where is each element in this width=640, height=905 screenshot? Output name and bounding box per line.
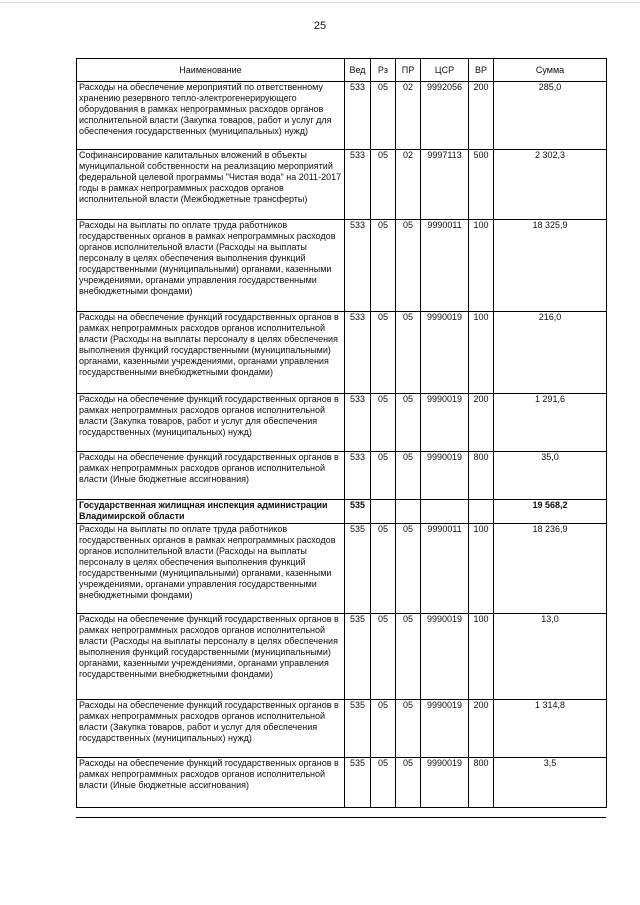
cell-pr: 05	[396, 700, 421, 758]
cell-name: Расходы на обеспечение функций государственных органов в рамках непрограммных расходов органов исполнительной власти (Расходы на выплаты персоналу в целях обеспечения выполнения функций государственными (муниципальными) органами, казенными учреждениями, органами управления государственными внебюджетными фондами)	[77, 312, 345, 394]
table-header-row	[77, 59, 607, 82]
cell-csr: 9992056	[421, 82, 469, 150]
cell-pr: 02	[396, 150, 421, 220]
cell-ved: 533	[345, 150, 371, 220]
cell-pr: 05	[396, 452, 421, 500]
cell-csr	[421, 500, 469, 524]
cell-rz: 05	[371, 150, 396, 220]
table-row	[77, 614, 607, 700]
cell-name: Расходы на обеспечение функций государственных органов в рамках непрограммных расходов органов исполнительной власти (Закупка товаров, работ и услуг для обеспечения государственных (муниципальных) нужд)	[77, 394, 345, 452]
cell-pr: 05	[396, 614, 421, 700]
cell-rz	[371, 500, 396, 524]
cell-pr	[396, 500, 421, 524]
table-row	[77, 394, 607, 452]
table-row	[77, 500, 607, 524]
cell-rz: 05	[371, 220, 396, 312]
cell-csr: 9990011	[421, 524, 469, 614]
cell-rz: 05	[371, 700, 396, 758]
table-row	[77, 758, 607, 808]
cell-pr: 05	[396, 220, 421, 312]
cell-ved: 535	[345, 614, 371, 700]
cell-ved: 535	[345, 700, 371, 758]
cell-name: Государственная жилищная инспекция администрации Владимирской области	[77, 500, 345, 524]
table-row	[77, 82, 607, 150]
cell-ved: 533	[345, 394, 371, 452]
cell-name: Расходы на выплаты по оплате труда работников государственных органов в рамках непрограммных расходов органов исполнительной власти (Расходы на выплаты персоналу в целях обеспечения выполнения функций государственными (муниципальными) органами, казенными учреждениями, органами управления государственными внебюджетными фондами)	[77, 220, 345, 312]
cell-name: Расходы на обеспечение функций государственных органов в рамках непрограммных расходов органов исполнительной власти (Иные бюджетные ассигнования)	[77, 452, 345, 500]
cell-csr: 9990019	[421, 312, 469, 394]
cell-csr: 9990019	[421, 394, 469, 452]
page-number: 25	[313, 20, 327, 32]
cell-sum: 216,0	[494, 312, 607, 394]
cell-vr: 100	[469, 614, 494, 700]
table-row	[77, 700, 607, 758]
cell-vr: 200	[469, 700, 494, 758]
cell-pr: 02	[396, 82, 421, 150]
cell-vr: 200	[469, 394, 494, 452]
cell-sum: 18 236,9	[494, 524, 607, 614]
table-row	[77, 150, 607, 220]
cell-sum: 13,0	[494, 614, 607, 700]
cell-vr: 100	[469, 312, 494, 394]
cell-pr: 05	[396, 524, 421, 614]
cell-csr: 9990011	[421, 220, 469, 312]
cell-csr: 9990019	[421, 700, 469, 758]
cell-name: Расходы на обеспечение мероприятий по ответственному хранению резервного тепло-электрогенерирующего оборудования в рамках непрограммных расходов органов исполнительной власти (Закупка товаров, работ и услуг для обеспечения государственных (муниципальных) нужд)	[77, 82, 345, 150]
cell-name: Расходы на обеспечение функций государственных органов в рамках непрограммных расходов органов исполнительной власти (Расходы на выплаты персоналу в целях обеспечения выполнения функций государственными (муниципальными) органами, казенными учреждениями, органами управления государственными внебюджетными фондами)	[77, 614, 345, 700]
cell-rz: 05	[371, 312, 396, 394]
cell-sum: 3,5	[494, 758, 607, 808]
table-bottom-rule	[76, 817, 606, 818]
cell-rz: 05	[371, 614, 396, 700]
cell-rz: 05	[371, 82, 396, 150]
cell-sum: 285,0	[494, 82, 607, 150]
cell-ved: 533	[345, 82, 371, 150]
cell-pr: 05	[396, 758, 421, 808]
cell-ved: 533	[345, 452, 371, 500]
table-row	[77, 452, 607, 500]
cell-name: Расходы на обеспечение функций государственных органов в рамках непрограммных расходов органов исполнительной власти (Иные бюджетные ассигнования)	[77, 758, 345, 808]
cell-name: Софинансирование капитальных вложений в объекты муниципальной собственности на реализацию мероприятий федеральной целевой программы "Чистая вода" на 2011-2017 годы в рамках непрограммных расходов органов исполнительной власти (Межбюджетные трансферты)	[77, 150, 345, 220]
cell-vr: 100	[469, 220, 494, 312]
table-row	[77, 312, 607, 394]
cell-sum: 2 302,3	[494, 150, 607, 220]
cell-sum: 1 314,8	[494, 700, 607, 758]
cell-sum: 18 325,9	[494, 220, 607, 312]
cell-rz: 05	[371, 758, 396, 808]
header-csr: ЦСР	[421, 59, 469, 82]
cell-csr: 9990019	[421, 614, 469, 700]
header-name: Наименование	[77, 59, 345, 82]
cell-vr	[469, 500, 494, 524]
cell-vr: 800	[469, 452, 494, 500]
cell-rz: 05	[371, 394, 396, 452]
cell-rz: 05	[371, 524, 396, 614]
budget-table	[76, 58, 607, 808]
header-ved: Вед	[345, 59, 371, 82]
cell-sum: 1 291,6	[494, 394, 607, 452]
cell-rz: 05	[371, 452, 396, 500]
cell-ved: 533	[345, 312, 371, 394]
cell-csr: 9990019	[421, 452, 469, 500]
header-sum: Сумма	[494, 59, 607, 82]
cell-vr: 500	[469, 150, 494, 220]
cell-sum: 19 568,2	[494, 500, 607, 524]
cell-vr: 100	[469, 524, 494, 614]
cell-csr: 9990019	[421, 758, 469, 808]
cell-pr: 05	[396, 312, 421, 394]
table-row	[77, 220, 607, 312]
cell-name: Расходы на выплаты по оплате труда работников государственных органов в рамках непрограммных расходов органов исполнительной власти (Расходы на выплаты персоналу в целях обеспечения выполнения функций государственными (муниципальными) органами, казенными учреждениями, органами управления государственными внебюджетными фондами)	[77, 524, 345, 614]
cell-ved: 533	[345, 220, 371, 312]
cell-vr: 800	[469, 758, 494, 808]
header-vr: ВР	[469, 59, 494, 82]
cell-ved: 535	[345, 524, 371, 614]
header-rz: Рз	[371, 59, 396, 82]
cell-pr: 05	[396, 394, 421, 452]
table-row	[77, 524, 607, 614]
cell-csr: 9997113	[421, 150, 469, 220]
cell-ved: 535	[345, 758, 371, 808]
header-pr: ПР	[396, 59, 421, 82]
cell-name: Расходы на обеспечение функций государственных органов в рамках непрограммных расходов органов исполнительной власти (Закупка товаров, работ и услуг для обеспечения государственных (муниципальных) нужд)	[77, 700, 345, 758]
cell-vr: 200	[469, 82, 494, 150]
cell-sum: 35,0	[494, 452, 607, 500]
top-rule	[0, 2, 640, 3]
cell-ved: 535	[345, 500, 371, 524]
